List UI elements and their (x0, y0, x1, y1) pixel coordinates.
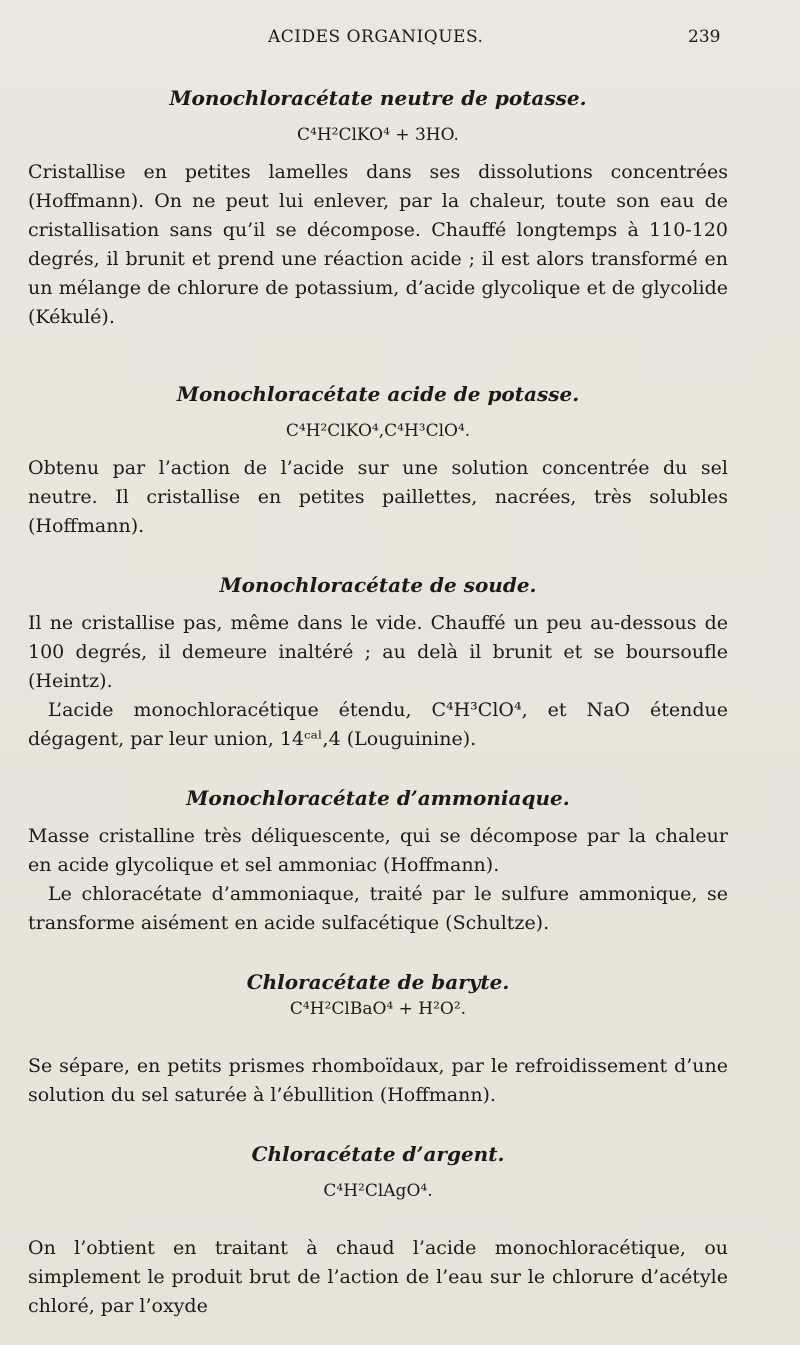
chemical-formula: C⁴H²ClKO⁴ + 3HO. (297, 125, 459, 145)
chemical-formula: C⁴H²ClBaO⁴ + H²O². (289, 999, 467, 1019)
section-title: Chloracétate de baryte. (246, 970, 510, 994)
section-title: Chloracétate d’argent. (251, 1142, 505, 1166)
running-title: ACIDES ORGANIQUES. (268, 27, 484, 47)
paragraph: On l’obtient en traitant à chaud l’acide monochloracétique, ou simplement le produit brut de l’action de l’eau sur le chlorure d’acétyle chloré, par l’oxyde (28, 1237, 728, 1317)
page-number: 239 (688, 27, 721, 47)
paragraph: Obtenu par l’action de l’acide sur une solution concentrée du sel neutre. Il cristallise en petites paillettes, nacrées, très solubles (Hoffmann). (28, 457, 728, 537)
page-content (28, 84, 728, 1321)
section-title: Monochloracétate d’ammoniaque. (186, 786, 570, 810)
paragraph: Masse cristalline très déliquescente, qui se décompose par la chaleur en acide glycolique et sel ammoniac (Hoffmann). (28, 825, 728, 876)
section-title: Monochloracétate acide de potasse. (176, 382, 580, 406)
page-header (0, 27, 800, 53)
paragraph: Il ne cristallise pas, même dans le vide. Chauffé un peu au-dessous de 100 degrés, il demeure inaltéré ; au delà il brunit et se boursoufle (Heintz). (28, 612, 728, 692)
section-title: Monochloracétate de soude. (219, 573, 537, 597)
paragraph: L’acide monochloracétique étendu, C⁴H³ClO⁴, et NaO étendue dégagent, par leur union, 14ᶜᵃˡ,4 (Louguinine). (28, 699, 728, 750)
paragraph: Cristallise en petites lamelles dans ses dissolutions concentrées (Hoffmann). On ne peut lui enlever, par la chaleur, toute son eau de cristallisation sans qu’il se décompose. Chauffé longtemps à 110-120 degrés, il brunit et prend une réaction acide ; il est alors transformé en un mélange de chlorure de potassium, d’acide glycolique et de glycolide (Kékulé). (28, 161, 728, 328)
paragraph: Le chloracétate d’ammoniaque, traité par le sulfure ammonique, se transforme aisément en acide sulfacétique (Schultze). (28, 883, 728, 934)
section-title: Monochloracétate neutre de potasse. (169, 86, 587, 110)
paragraph: Se sépare, en petits prismes rhomboïdaux, par le refroidissement d’une solution du sel saturée à l’ébullition (Hoffmann). (28, 1055, 728, 1106)
chemical-formula: C⁴H²ClKO⁴,C⁴H³ClO⁴. (285, 421, 471, 441)
chemical-formula: C⁴H²ClAgO⁴. (323, 1181, 433, 1201)
